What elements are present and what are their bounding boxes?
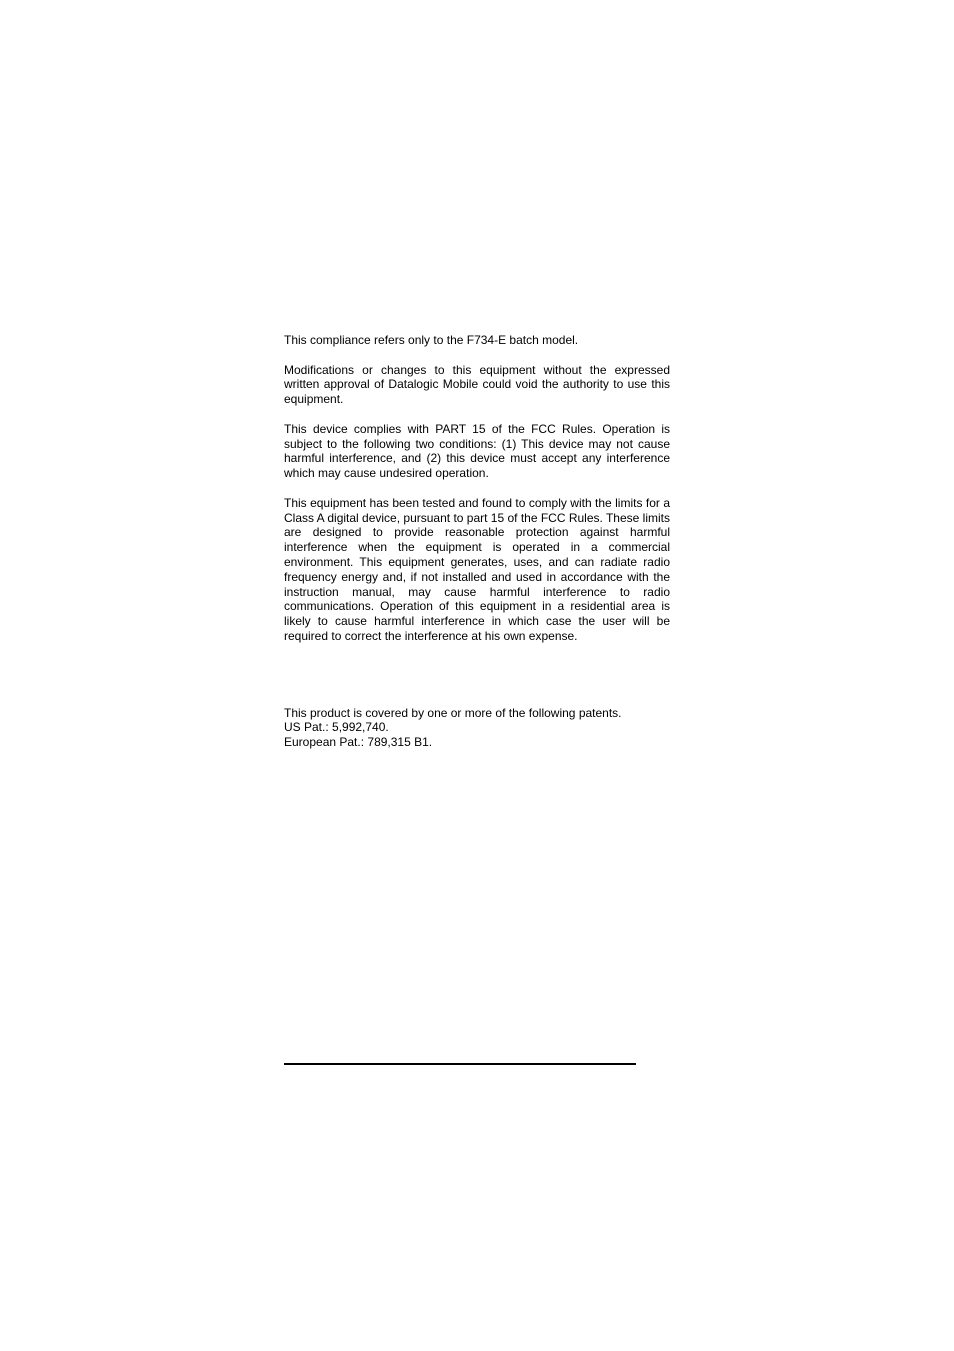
european-patent: European Pat.: 789,315 B1. [284, 735, 433, 750]
class-a-statement: This equipment has been tested and found to comply with the limits for a Class A digital device, pursuant to part 15 of the FCC Rules. These limits are designed to provide reasonable protection against harmful interference when the equipment is operated in a commercial environment. This equipment generates, uses, and can radiate radio frequency energy and, if not installed and used in accordance with the instruction manual, may cause harmful interference to radio communications. Operation of this equipment in a residential area is likely to cause harmful interference in which case the user will be required to correct the interference at his own expense. [284, 495, 670, 643]
modifications-warning: Modifications or changes to this equipment without the expressed written approval of Datalogic Mobile could void the authority to use this equipment. [284, 362, 670, 407]
fcc-part15-statement: This device complies with PART 15 of the FCC Rules. Operation is subject to the following two conditions: (1) This device may not cause harmful interference, and (2) this device must accept any interference which may cause undesired operation. [284, 421, 670, 481]
section-spacer [284, 659, 670, 706]
compliance-note: This compliance refers only to the F734-E batch model. [284, 333, 579, 347]
footer-rule [284, 1063, 636, 1065]
patents-intro: This product is covered by one or more of the following patents. [284, 705, 622, 720]
patents-block [284, 706, 670, 750]
document-body [284, 333, 670, 750]
us-patent: US Pat.: 5,992,740. [284, 720, 389, 735]
